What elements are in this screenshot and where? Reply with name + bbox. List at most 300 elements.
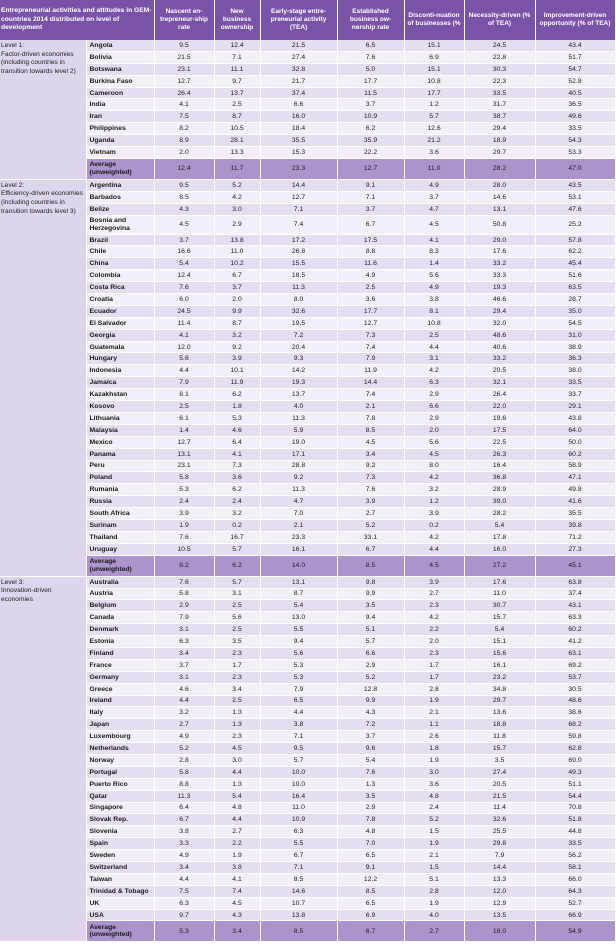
value-cell: 22.3	[464, 75, 535, 87]
value-cell: 10.5	[154, 543, 214, 555]
value-cell: 58.1	[535, 862, 615, 874]
table-row	[0, 282, 615, 294]
value-cell: 49.6	[535, 111, 615, 123]
value-cell: 6.6	[337, 647, 404, 659]
value-cell: 6.6	[260, 99, 337, 111]
value-cell: 63.8	[535, 576, 615, 588]
value-cell: 13.8	[260, 909, 337, 921]
average-label: Average (unweighted)	[86, 921, 154, 942]
value-cell: 4.9	[154, 850, 214, 862]
table-title: Entrepreneurial activities and attitudes in GEM-countries 2014 distributed on level of development	[0, 0, 154, 40]
value-cell: 11.1	[214, 63, 260, 75]
value-cell: 15.1	[404, 63, 464, 75]
value-cell: 3.9	[404, 508, 464, 520]
value-cell: 25.5	[464, 826, 535, 838]
value-cell: 54.7	[535, 63, 615, 75]
value-cell: 5.7	[214, 543, 260, 555]
value-cell: 1.4	[154, 424, 214, 436]
value-cell: 7.1	[260, 731, 337, 743]
value-cell: 3.7	[154, 234, 214, 246]
table-row	[0, 519, 615, 531]
table-row	[0, 294, 615, 306]
value-cell: 2.5	[404, 329, 464, 341]
value-cell: 6.6	[404, 401, 464, 413]
value-cell: 2.6	[404, 731, 464, 743]
value-cell: 49.3	[535, 766, 615, 778]
value-cell: 6.7	[260, 850, 337, 862]
value-cell: 5.4	[337, 754, 404, 766]
value-cell: 10.1	[214, 365, 260, 377]
value-cell: 33.2	[464, 258, 535, 270]
country-cell: Austria	[86, 588, 154, 600]
value-cell: 7.5	[154, 111, 214, 123]
average-value: 47.0	[535, 158, 615, 179]
value-cell: 47.1	[535, 472, 615, 484]
value-cell: 41.6	[535, 496, 615, 508]
value-cell: 7.6	[154, 282, 214, 294]
average-value: 2.7	[404, 921, 464, 942]
value-cell: 14.2	[260, 365, 337, 377]
value-cell: 2.1	[404, 707, 464, 719]
table-row	[0, 671, 615, 683]
table-row	[0, 258, 615, 270]
value-cell: 4.5	[214, 897, 260, 909]
country-cell: Qatar	[86, 790, 154, 802]
value-cell: 21.2	[404, 135, 464, 147]
value-cell: 4.4	[214, 814, 260, 826]
value-cell: 1.4	[404, 258, 464, 270]
value-cell: 2.5	[337, 282, 404, 294]
value-cell: 3.0	[214, 203, 260, 215]
value-cell: 2.2	[404, 624, 464, 636]
value-cell: 23.2	[464, 671, 535, 683]
table-row	[0, 424, 615, 436]
value-cell: 25.2	[535, 215, 615, 234]
value-cell: 6.3	[154, 897, 214, 909]
value-cell: 8.5	[337, 424, 404, 436]
value-cell: 58.9	[535, 460, 615, 472]
table-row	[0, 624, 615, 636]
value-cell: 16.4	[464, 460, 535, 472]
value-cell: 50.0	[535, 436, 615, 448]
value-cell: 11.8	[464, 731, 535, 743]
value-cell: 1.9	[404, 695, 464, 707]
value-cell: 5.7	[214, 576, 260, 588]
country-cell: Thailand	[86, 531, 154, 543]
value-cell: 54.3	[535, 135, 615, 147]
value-cell: 2.9	[404, 389, 464, 401]
value-cell: 2.0	[404, 636, 464, 648]
value-cell: 15.5	[260, 258, 337, 270]
value-cell: 4.1	[154, 99, 214, 111]
value-cell: 2.9	[404, 412, 464, 424]
value-cell: 11.6	[337, 258, 404, 270]
average-value: 54.9	[535, 921, 615, 942]
country-cell: Barbados	[86, 191, 154, 203]
value-cell: 15.1	[464, 636, 535, 648]
value-cell: 6.5	[337, 40, 404, 51]
value-cell: 9.4	[260, 636, 337, 648]
value-cell: 3.4	[154, 647, 214, 659]
table-row	[0, 75, 615, 87]
country-cell: Australia	[86, 576, 154, 588]
value-cell: 3.4	[214, 683, 260, 695]
table-row	[0, 123, 615, 135]
average-row	[0, 921, 615, 942]
country-cell: Germany	[86, 671, 154, 683]
country-cell: Trinidad & Tobago	[86, 885, 154, 897]
table-row	[0, 215, 615, 234]
value-cell: 11.9	[214, 377, 260, 389]
value-cell: 22.5	[464, 436, 535, 448]
value-cell: 5.6	[214, 612, 260, 624]
value-cell: 26.4	[464, 389, 535, 401]
value-cell: 8.2	[154, 123, 214, 135]
value-cell: 2.3	[404, 600, 464, 612]
value-cell: 7.6	[337, 766, 404, 778]
country-cell: Peru	[86, 460, 154, 472]
value-cell: 5.7	[404, 111, 464, 123]
value-cell: 4.8	[404, 790, 464, 802]
value-cell: 4.9	[404, 179, 464, 191]
value-cell: 53.3	[535, 147, 615, 159]
value-cell: 5.2	[214, 179, 260, 191]
value-cell: 5.6	[404, 436, 464, 448]
value-cell: 2.4	[404, 802, 464, 814]
header-discontinuation: Disconti-nuation of businesses (%	[404, 0, 464, 40]
value-cell: 2.5	[214, 624, 260, 636]
value-cell: 33.5	[535, 377, 615, 389]
value-cell: 7.4	[214, 885, 260, 897]
value-cell: 3.1	[404, 353, 464, 365]
value-cell: 2.7	[154, 719, 214, 731]
country-cell: Lithuania	[86, 412, 154, 424]
value-cell: 3.6	[214, 472, 260, 484]
value-cell: 54.5	[535, 317, 615, 329]
country-cell: Botswana	[86, 63, 154, 75]
value-cell: 7.4	[337, 341, 404, 353]
value-cell: 12.6	[404, 123, 464, 135]
value-cell: 13.1	[260, 576, 337, 588]
value-cell: 39.8	[535, 519, 615, 531]
value-cell: 2.1	[404, 850, 464, 862]
country-cell: Kosovo	[86, 401, 154, 413]
value-cell: 5.7	[337, 636, 404, 648]
value-cell: 17.7	[337, 75, 404, 87]
value-cell: 13.0	[260, 612, 337, 624]
value-cell: 6.3	[404, 377, 464, 389]
value-cell: 5.0	[337, 63, 404, 75]
value-cell: 6.7	[154, 814, 214, 826]
value-cell: 52.8	[535, 75, 615, 87]
value-cell: 3.1	[154, 624, 214, 636]
value-cell: 64.0	[535, 424, 615, 436]
value-cell: 59.8	[535, 731, 615, 743]
country-cell: Hungary	[86, 353, 154, 365]
average-value: 8.5	[260, 921, 337, 942]
value-cell: 33.1	[337, 531, 404, 543]
value-cell: 7.1	[260, 203, 337, 215]
table-row	[0, 897, 615, 909]
value-cell: 16.7	[214, 531, 260, 543]
value-cell: 33.5	[535, 123, 615, 135]
value-cell: 5.8	[154, 766, 214, 778]
value-cell: 5.2	[154, 743, 214, 755]
average-value: 12.4	[154, 158, 214, 179]
value-cell: 5.6	[154, 353, 214, 365]
country-cell: Ireland	[86, 695, 154, 707]
value-cell: 5.5	[260, 624, 337, 636]
country-cell: Colombia	[86, 270, 154, 282]
value-cell: 33.7	[535, 389, 615, 401]
value-cell: 43.4	[535, 40, 615, 51]
country-cell: UK	[86, 897, 154, 909]
value-cell: 9.7	[214, 75, 260, 87]
value-cell: 32.0	[464, 317, 535, 329]
value-cell: 62.8	[535, 743, 615, 755]
value-cell: 29.7	[464, 147, 535, 159]
value-cell: 4.2	[404, 531, 464, 543]
value-cell: 13.1	[464, 203, 535, 215]
value-cell: 6.5	[337, 897, 404, 909]
average-value: 8.2	[154, 555, 214, 576]
value-cell: 4.7	[404, 203, 464, 215]
value-cell: 7.6	[337, 484, 404, 496]
value-cell: 68.2	[535, 719, 615, 731]
table-row	[0, 111, 615, 123]
table-row	[0, 814, 615, 826]
country-cell: Denmark	[86, 624, 154, 636]
value-cell: 1.3	[337, 778, 404, 790]
value-cell: 4.3	[214, 909, 260, 921]
value-cell: 3.5	[464, 754, 535, 766]
value-cell: 43.1	[535, 600, 615, 612]
value-cell: 5.6	[404, 270, 464, 282]
table-row	[0, 909, 615, 921]
value-cell: 35.0	[535, 305, 615, 317]
table-row	[0, 647, 615, 659]
value-cell: 8.5	[260, 873, 337, 885]
value-cell: 5.7	[260, 754, 337, 766]
table-row	[0, 612, 615, 624]
value-cell: 15.7	[464, 612, 535, 624]
value-cell: 4.4	[404, 543, 464, 555]
table-header	[0, 0, 615, 40]
value-cell: 6.7	[337, 215, 404, 234]
country-cell: Ecuador	[86, 305, 154, 317]
value-cell: 21.5	[260, 40, 337, 51]
value-cell: 5.4	[260, 600, 337, 612]
value-cell: 5.4	[154, 258, 214, 270]
value-cell: 7.3	[337, 472, 404, 484]
country-cell: Sweden	[86, 850, 154, 862]
value-cell: 1.7	[214, 659, 260, 671]
value-cell: 7.6	[337, 51, 404, 63]
value-cell: 32.8	[260, 63, 337, 75]
header-new-business: New business ownership	[214, 0, 260, 40]
value-cell: 4.7	[260, 496, 337, 508]
value-cell: 3.2	[214, 329, 260, 341]
value-cell: 9.2	[337, 460, 404, 472]
value-cell: 5.2	[337, 671, 404, 683]
value-cell: 6.1	[154, 412, 214, 424]
average-row	[0, 555, 615, 576]
value-cell: 3.1	[154, 671, 214, 683]
value-cell: 13.6	[464, 707, 535, 719]
value-cell: 51.1	[535, 778, 615, 790]
country-cell: Kazakhstan	[86, 389, 154, 401]
country-cell: Chile	[86, 246, 154, 258]
value-cell: 38.0	[535, 365, 615, 377]
value-cell: 27.4	[260, 51, 337, 63]
value-cell: 4.2	[404, 472, 464, 484]
value-cell: 33.3	[464, 270, 535, 282]
value-cell: 3.7	[214, 282, 260, 294]
country-cell: Rumania	[86, 484, 154, 496]
value-cell: 46.6	[464, 294, 535, 306]
value-cell: 69.0	[535, 754, 615, 766]
value-cell: 5.6	[260, 647, 337, 659]
table-row	[0, 754, 615, 766]
country-cell: Luxembourg	[86, 731, 154, 743]
value-cell: 9.8	[337, 576, 404, 588]
country-cell: Jamaica	[86, 377, 154, 389]
value-cell: 4.2	[404, 612, 464, 624]
value-cell: 8.9	[154, 135, 214, 147]
value-cell: 34.8	[464, 683, 535, 695]
value-cell: 12.2	[337, 873, 404, 885]
country-cell: China	[86, 258, 154, 270]
value-cell: 4.1	[404, 234, 464, 246]
value-cell: 2.0	[214, 294, 260, 306]
country-cell: India	[86, 99, 154, 111]
value-cell: 8.7	[214, 111, 260, 123]
value-cell: 1.5	[404, 862, 464, 874]
value-cell: 7.4	[337, 389, 404, 401]
value-cell: 3.7	[404, 191, 464, 203]
value-cell: 3.8	[404, 294, 464, 306]
country-cell: Poland	[86, 472, 154, 484]
value-cell: 2.9	[337, 659, 404, 671]
value-cell: 4.2	[404, 365, 464, 377]
value-cell: 31.0	[535, 329, 615, 341]
average-value: 11.7	[214, 158, 260, 179]
value-cell: 64.3	[535, 885, 615, 897]
value-cell: 7.0	[337, 838, 404, 850]
table-row	[0, 365, 615, 377]
country-cell: Indonesia	[86, 365, 154, 377]
value-cell: 9.5	[154, 179, 214, 191]
value-cell: 45.4	[535, 258, 615, 270]
value-cell: 7.9	[260, 683, 337, 695]
country-cell: Belize	[86, 203, 154, 215]
value-cell: 3.5	[214, 636, 260, 648]
value-cell: 3.9	[214, 353, 260, 365]
value-cell: 51.6	[535, 270, 615, 282]
value-cell: 12.4	[154, 270, 214, 282]
value-cell: 8.0	[260, 294, 337, 306]
value-cell: 27.3	[535, 543, 615, 555]
country-cell: Cameroon	[86, 87, 154, 99]
table-row	[0, 329, 615, 341]
value-cell: 3.6	[404, 147, 464, 159]
value-cell: 5.5	[260, 838, 337, 850]
value-cell: 22.8	[464, 51, 535, 63]
value-cell: 6.0	[154, 294, 214, 306]
value-cell: 1.5	[404, 826, 464, 838]
value-cell: 8.8	[337, 246, 404, 258]
average-value: 4.5	[404, 555, 464, 576]
value-cell: 21.5	[464, 790, 535, 802]
value-cell: 4.6	[214, 424, 260, 436]
value-cell: 3.3	[154, 838, 214, 850]
table-row	[0, 341, 615, 353]
average-value: 18.0	[464, 921, 535, 942]
value-cell: 5.8	[154, 588, 214, 600]
value-cell: 12.7	[154, 75, 214, 87]
value-cell: 13.1	[154, 448, 214, 460]
value-cell: 18.4	[260, 123, 337, 135]
value-cell: 1.3	[214, 719, 260, 731]
average-value: 45.1	[535, 555, 615, 576]
value-cell: 4.0	[404, 909, 464, 921]
country-cell: Portugal	[86, 766, 154, 778]
value-cell: 9.7	[154, 909, 214, 921]
country-cell: Puerto Rico	[86, 778, 154, 790]
value-cell: 14.4	[337, 377, 404, 389]
value-cell: 2.8	[404, 885, 464, 897]
value-cell: 28.2	[464, 508, 535, 520]
value-cell: 2.3	[214, 647, 260, 659]
value-cell: 12.0	[154, 341, 214, 353]
value-cell: 28.1	[214, 135, 260, 147]
value-cell: 24.5	[464, 40, 535, 51]
table-row	[0, 719, 615, 731]
table-row	[0, 659, 615, 671]
average-value: 12.7	[337, 158, 404, 179]
value-cell: 60.2	[535, 448, 615, 460]
table-row	[0, 203, 615, 215]
value-cell: 62.2	[535, 246, 615, 258]
value-cell: 51.8	[535, 814, 615, 826]
value-cell: 3.5	[337, 790, 404, 802]
level-group-label: Level 2: Efficiency-driven economies (including countries in transition towards level 3)	[0, 179, 86, 576]
value-cell: 29.4	[464, 123, 535, 135]
value-cell: 6.9	[337, 909, 404, 921]
value-cell: 9.6	[337, 743, 404, 755]
value-cell: 32.6	[464, 814, 535, 826]
value-cell: 22.2	[337, 147, 404, 159]
value-cell: 5.1	[404, 873, 464, 885]
value-cell: 23.1	[154, 460, 214, 472]
average-value: 28.2	[464, 158, 535, 179]
value-cell: 30.3	[464, 63, 535, 75]
table-row	[0, 600, 615, 612]
value-cell: 21.5	[154, 51, 214, 63]
value-cell: 8.0	[404, 460, 464, 472]
header-nascent: Nascent en-trepreneur-ship rate	[154, 0, 214, 40]
value-cell: 56.2	[535, 850, 615, 862]
value-cell: 10.2	[214, 258, 260, 270]
value-cell: 10.9	[337, 111, 404, 123]
value-cell: 1.9	[214, 850, 260, 862]
value-cell: 2.1	[260, 519, 337, 531]
value-cell: 7.4	[260, 215, 337, 234]
table-row	[0, 270, 615, 282]
average-value: 23.3	[260, 158, 337, 179]
value-cell: 6.5	[337, 850, 404, 862]
value-cell: 6.2	[214, 389, 260, 401]
